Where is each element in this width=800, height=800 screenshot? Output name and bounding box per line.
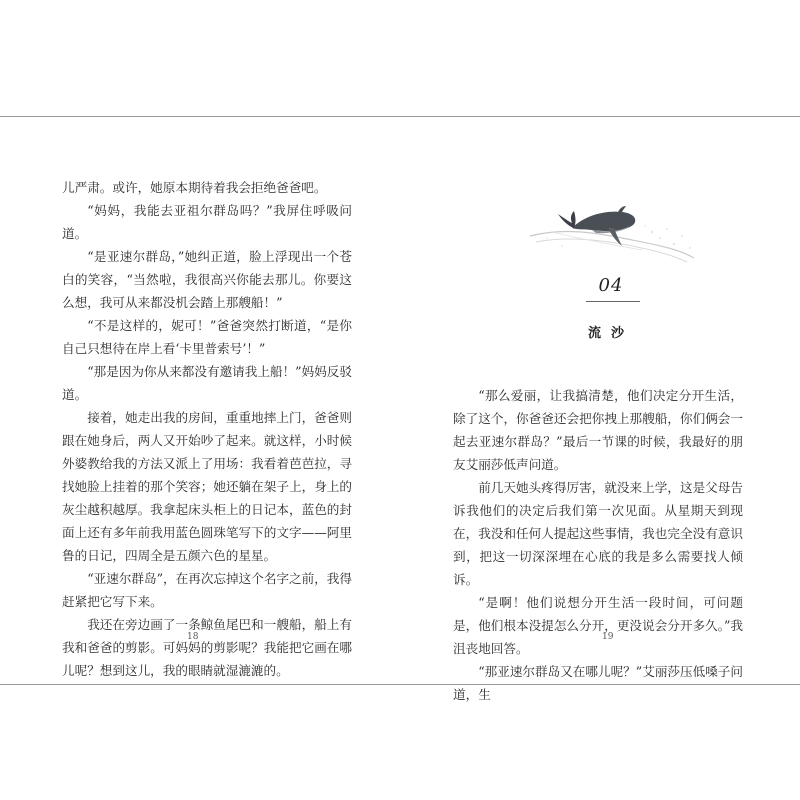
paragraph: “妈妈，我能去亚祖尔群岛吗？”我屏住呼吸问道。 xyxy=(62,203,352,241)
page-number-left: 18 xyxy=(187,632,199,642)
top-divider xyxy=(0,116,800,117)
chapter-number: 04 xyxy=(598,275,624,296)
right-page-body xyxy=(453,384,743,706)
paragraph: 接着，她走出我的房间，重重地摔上门，爸爸则跟在她身后，两人又开始吵了起来。就这样，小时候外婆教给我的方法又派上了用场：我看着芭芭拉，寻找她脸上挂着的那个笑容；她还躺在架子上，身上的灰尘越积越厚。我拿起床头柜上的日记本，蓝色的封面上还有多年前我用蓝色圆珠笔写下的文字——阿里鲁的日记，四周全是五颜六色的星星。 xyxy=(62,410,352,563)
left-page-body xyxy=(62,176,352,682)
paragraph: “是亚速尔群岛，”她纠正道，脸上浮现出一个苍白的笑容，“当然啦，我很高兴你能去那儿。你要这么想，我可从来都没机会踏上那艘船！” xyxy=(62,249,352,310)
whale-illustration xyxy=(522,188,702,268)
paragraph: “那亚速尔群岛又在哪儿呢？”艾丽莎压低嗓子问道，生 xyxy=(453,664,743,702)
chapter-title: 流沙 xyxy=(587,326,634,341)
paragraph: “不是这样的，妮可！”爸爸突然打断道，“是你自己只想待在岸上看‘卡里普索号’！” xyxy=(62,318,352,356)
paragraph: “亚速尔群岛”，在再次忘掉这个名字之前，我得赶紧把它写下来。 xyxy=(62,571,352,609)
paragraph: “那是因为你从来都没有邀请我上船！”妈妈反驳道。 xyxy=(62,364,352,402)
paragraph: 儿严肃。或许，她原本期待着我会拒绝爸爸吧。 xyxy=(62,180,327,195)
chapter-header xyxy=(522,188,712,348)
paragraph: “那么爱丽，让我搞清楚，他们决定分开生活，除了这个，你爸爸还会把你拽上那艘船，你们俩会一起去亚速尔群岛？”最后一节课的时候，我最好的朋友艾丽莎低声问道。 xyxy=(453,388,743,472)
page-number-right: 19 xyxy=(602,632,614,642)
paragraph: “是啊！他们说想分开生活一段时间，可问题是，他们根本没提怎么分开，更没说会分开多久。”我沮丧地回答。 xyxy=(453,595,743,656)
chapter-underline xyxy=(586,301,640,302)
paragraph: 我还在旁边画了一条鲸鱼尾巴和一艘船，船上有我和爸爸的剪影。可妈妈的剪影呢？我能把它画在哪儿呢？想到这儿，我的眼睛就湿漉漉的。 xyxy=(62,617,352,678)
paragraph: 前几天她头疼得厉害，就没来上学，这是父母告诉我他们的决定后我们第一次见面。从星期天到现在，我没和任何人提起这些事情，我也完全没有意识到，把这一切深深埋在心底的我是多么需要找人倾诉。 xyxy=(453,480,743,587)
